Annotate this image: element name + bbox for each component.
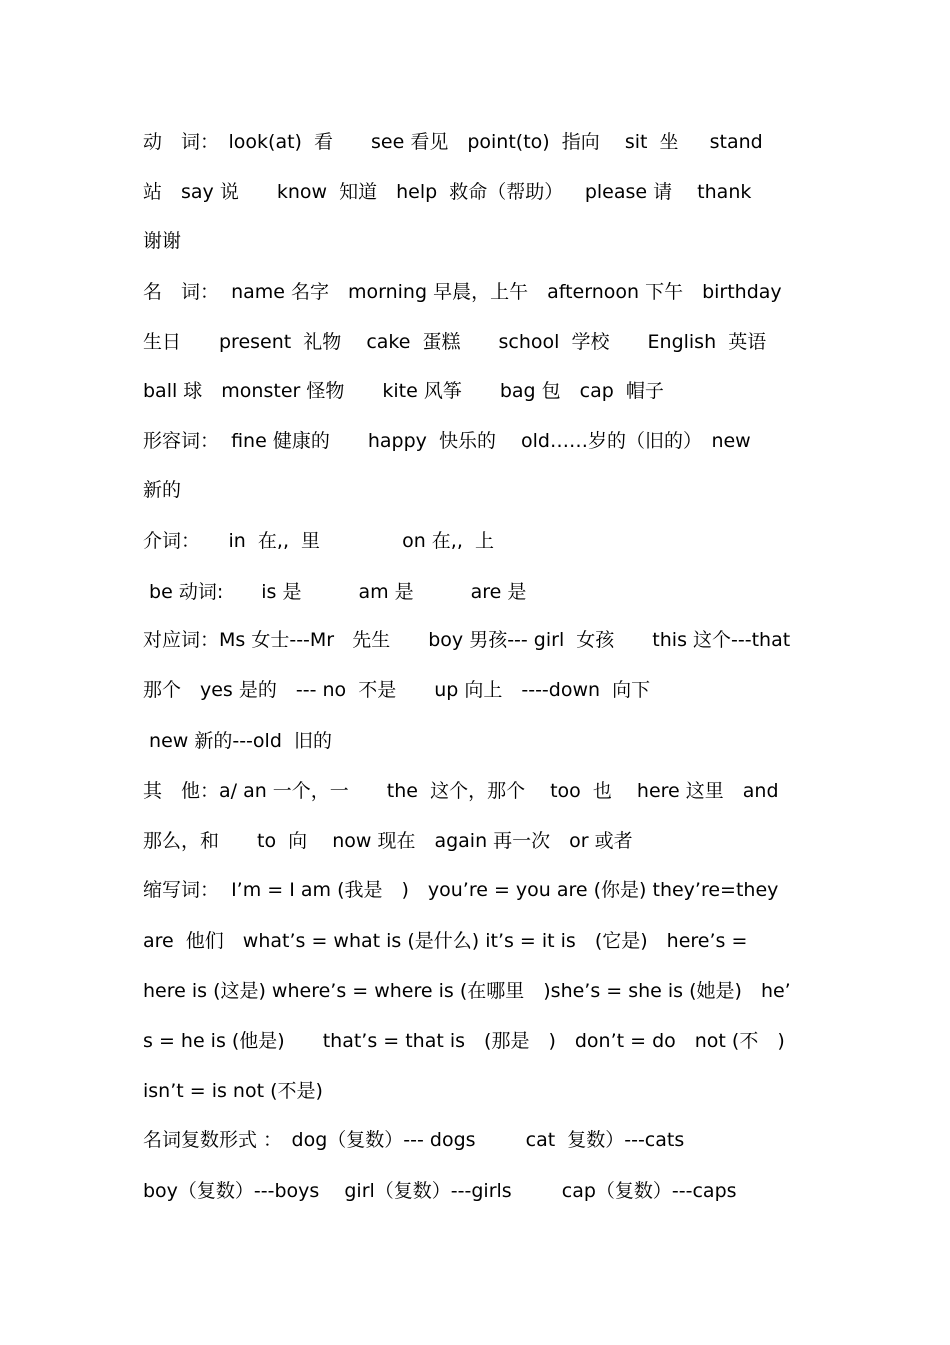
text-line: are 他们 what’s = what is (是什么) it’s = it is (它是) here’s =: [143, 930, 748, 952]
text-line: s = he is (他是) that’s = that is (那是 ) don’t = do not (不 ): [143, 1030, 785, 1052]
text-line: be 动词: is 是 am 是 are 是: [143, 581, 527, 603]
text-line: here is (这是) where’s = where is (在哪里 )she’s = she is (她是) he’: [143, 980, 791, 1002]
text-line: 谢谢: [143, 230, 182, 252]
text-line: 形容词： fine 健康的 happy 快乐的 old……岁的（旧的） new: [143, 430, 751, 452]
text-line: 那么，和 to 向 now 现在 again 再一次 or 或者: [143, 830, 633, 852]
text-line: ball 球 monster 怪物 kite 风筝 bag 包 cap 帽子: [143, 380, 664, 402]
text-line: isn’t = is not (不是): [143, 1080, 323, 1102]
text-line: 新的: [143, 479, 182, 501]
text-line: 缩写词： I’m = I am (我是 ) you’re = you are (你是) they’re=they: [143, 879, 779, 901]
text-line: 其 他：a/ an 一个，一 the 这个，那个 too 也 here 这里 and: [143, 780, 779, 802]
text-line: new 新的---old 旧的: [143, 730, 332, 752]
text-line: 对应词：Ms 女士---Mr 先生 boy 男孩--- girl 女孩 this 这个---that: [143, 629, 791, 651]
text-line: boy（复数）---boys girl（复数）---girls cap（复数）---caps: [143, 1180, 737, 1202]
text-line: 站 say 说 know 知道 help 救命（帮助） please 请 thank: [143, 181, 752, 203]
text-line: 动 词： look(at) 看 see 看见 point(to) 指向 sit 坐 stand: [143, 131, 763, 153]
text-line: 名 词： name 名字 morning 早晨，上午 afternoon 下午 birthday: [143, 281, 782, 303]
text-line: 那个 yes 是的 --- no 不是 up 向上 ----down 向下: [143, 679, 651, 701]
text-line: 名词复数形式 ： dog（复数）--- dogs cat 复数）---cats: [143, 1129, 685, 1151]
text-line: 介词： in 在,, 里 on 在,, 上: [143, 530, 494, 552]
text-line: 生日 present 礼物 cake 蛋糕 school 学校 English 英语: [143, 331, 767, 353]
